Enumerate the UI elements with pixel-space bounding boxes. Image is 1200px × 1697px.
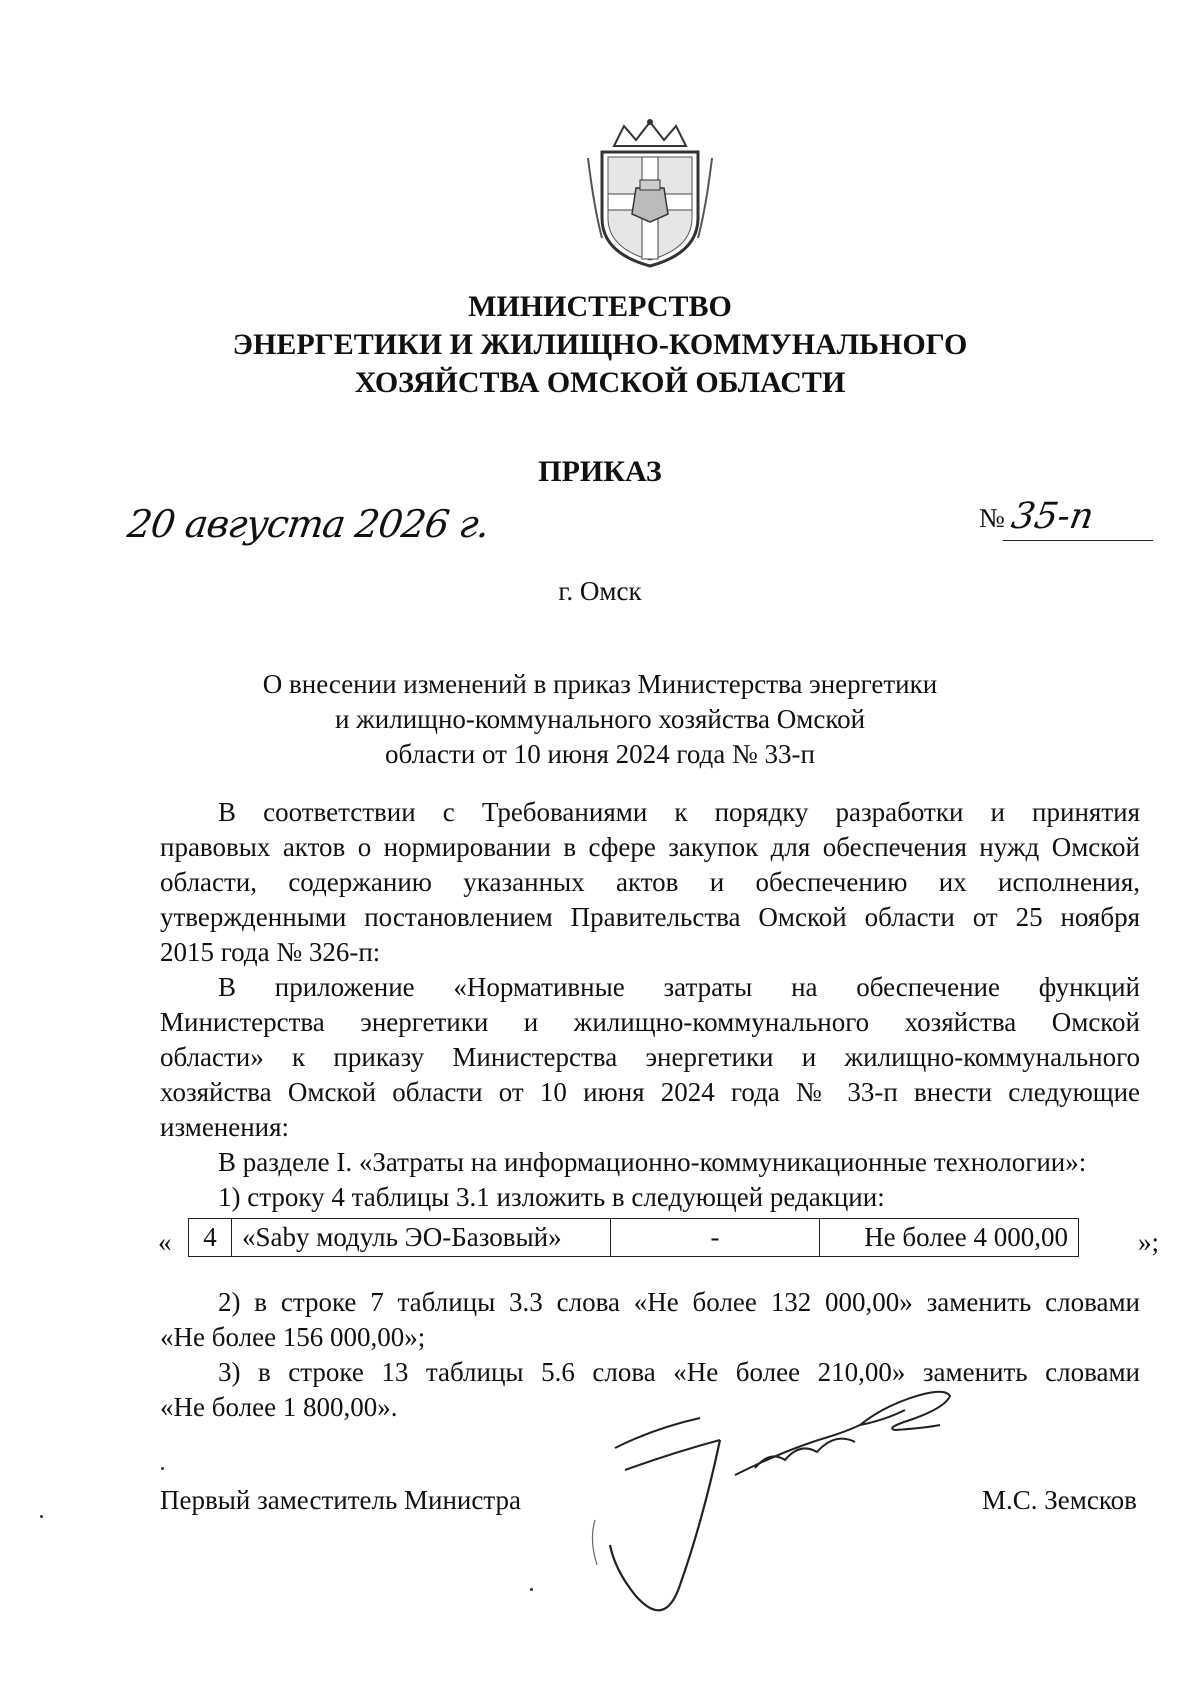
change-item-3-line-1: 3) в строке 13 таблицы 5.6 слова «Не более 210,00» заменить словами [218,1357,1140,1387]
change-item-2-line-2: «Не более 156 000,00»; [160,1322,426,1352]
table-cell-amount: Не более 4 000,00 [820,1219,1079,1257]
city: г. Омск [558,576,642,606]
subject-line-2: и жилищно-коммунального хозяйства Омской [334,704,866,734]
coat-of-arms-emblem [584,118,716,270]
change-item-2-line-1: 2) в строке 7 таблицы 3.3 слова «Не более 132 000,00» заменить словами [218,1287,1140,1317]
signatory-name: М.С. Земсков [982,1485,1137,1515]
scan-speck [161,1467,164,1470]
paragraph-2-line-3: области» к приказу Министерства энергетики и жилищно-коммунального [160,1042,1140,1072]
section-reference: В разделе I. «Затраты на информационно-коммуникационные технологии»: [218,1147,1087,1177]
handwritten-date: 20 августа 2026 г. [124,502,492,546]
paragraph-2-line-5: изменения: [160,1112,290,1142]
paragraph-1-line-3: области, содержанию указанных актов и обеспечению их исполнения, [160,867,1140,897]
signatory-position: Первый заместитель Министра [160,1485,521,1515]
number-underline [1003,540,1153,541]
table-cell-dash: - [611,1219,820,1257]
table-cell-name: «Saby модуль ЭО-Базовый» [232,1219,611,1257]
table-close-quote: »; [1138,1227,1160,1257]
table-cell-number: 4 [189,1219,232,1257]
table-row [189,1219,1079,1257]
subject-line-1: О внесении изменений в приказ Министерства энергетики [262,669,938,699]
ministry-name-line-1: МИНИСТЕРСТВО [468,290,732,323]
paragraph-1-line-4: утвержденными постановлением Правительства Омской области от 25 ноября [160,902,1140,932]
handwritten-order-number: 35-п [1008,496,1097,537]
paragraph-1-line-1: В соответствии с Требованиями к порядку разработки и принятия [218,797,1140,827]
replacement-table-row [188,1218,1079,1257]
paragraph-2-line-2: Министерства энергетики и жилищно-коммунального хозяйства Омской [160,1007,1140,1037]
ministry-name-line-2: ЭНЕРГЕТИКИ И ЖИЛИЩНО-КОММУНАЛЬНОГО [232,328,968,361]
ministry-name-line-3: ХОЗЯЙСТВА ОМСКОЙ ОБЛАСТИ [354,366,846,399]
scan-speck [530,1588,533,1591]
table-open-quote: « [158,1227,172,1257]
handwritten-signature [585,1380,1015,1640]
number-sign: № [979,503,1005,533]
subject-line-3: области от 10 июня 2024 года № 33-п [385,739,815,769]
change-item-1: 1) строку 4 таблицы 3.1 изложить в следующей редакции: [218,1182,885,1212]
paragraph-1-line-2: правовых актов о нормировании в сфере закупок для обеспечения нужд Омской [160,832,1140,862]
scan-speck [40,1515,43,1518]
change-item-3-line-2: «Не более 1 800,00». [160,1392,398,1422]
document-type-title: ПРИКАЗ [538,455,662,488]
paragraph-2-line-4: хозяйства Омской области от 10 июня 2024 года № 33-п внести следующие [160,1077,1140,1107]
paragraph-2-line-1: В приложение «Нормативные затраты на обеспечение функций [218,972,1140,1002]
paragraph-1-line-5: 2015 года № 326-п: [160,937,381,967]
